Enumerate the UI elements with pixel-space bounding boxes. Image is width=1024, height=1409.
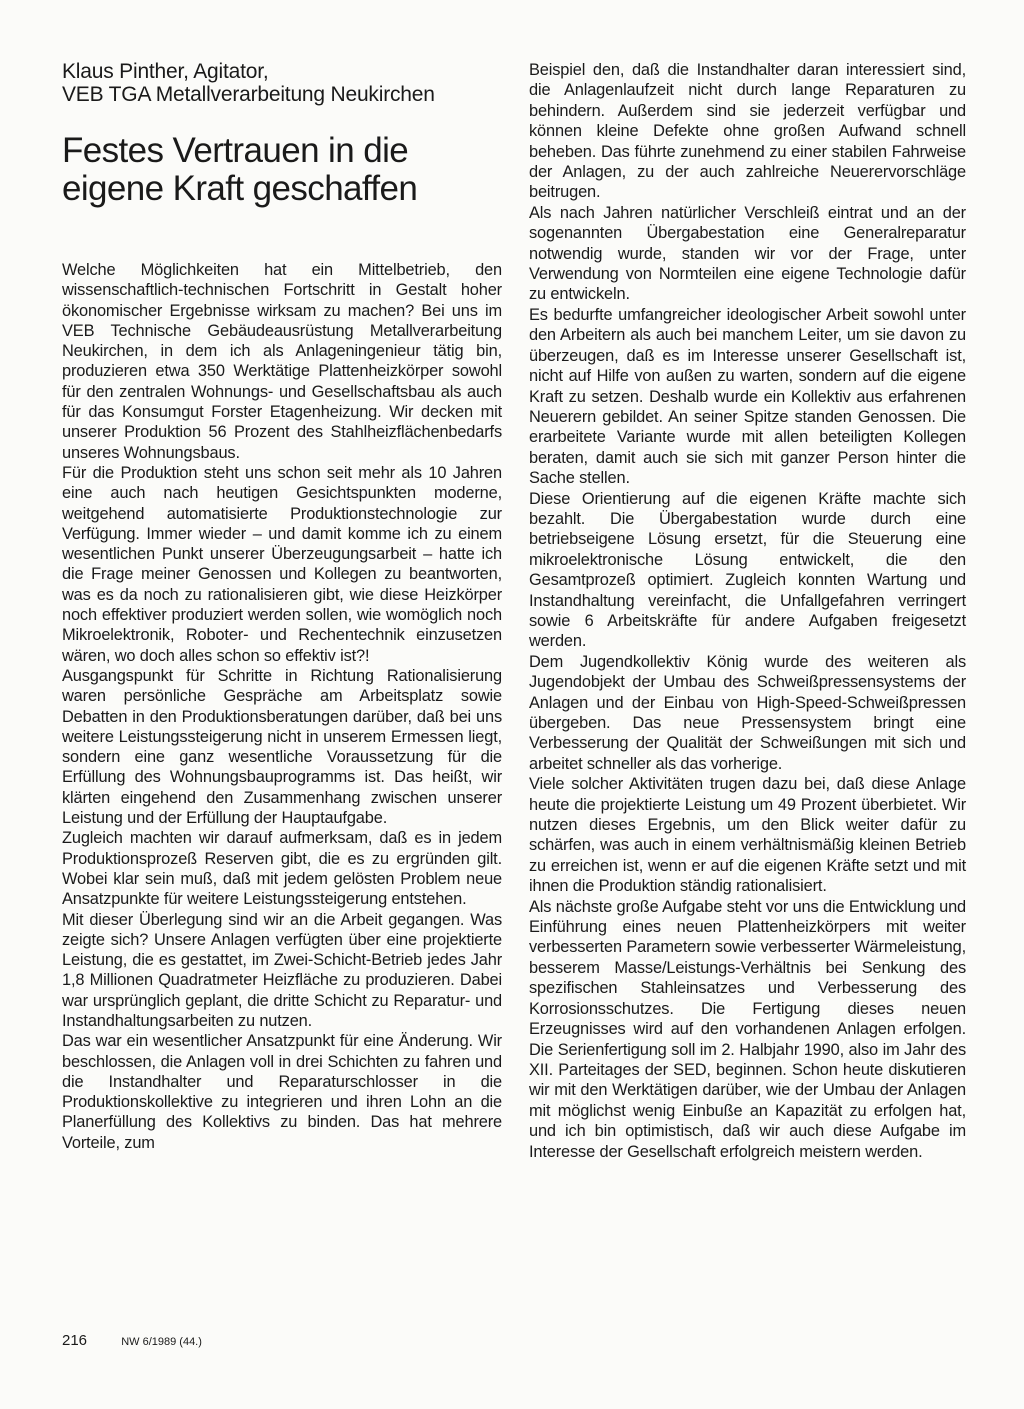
- title-line-2: eigene Kraft geschaffen: [62, 169, 418, 208]
- paragraph: Zugleich machten wir darauf aufmerksam, daß es in jedem Produktionsprozeß Reserven gibt, die es zu ergründen gilt. Wobei klar sein muß, daß mit jedem gelösten Problem neue Ansatzpunkte für weitere Leistungssteigerung entstehen.: [62, 829, 502, 909]
- paragraph: Ausgangspunkt für Schritte in Richtung Rationalisierung waren persönliche Gespräche am Arbeitsplatz sowie Debatten in den Produktionsberatungen darüber, daß bei uns weitere Leistungssteigerung nicht in unserem Ermessen liegt, sondern eine ganz wesentliche Voraussetzung für die Erfüllung des Wohnungsbauprogramms ist. Das heißt, wir klärten eingehend den Zusammenhang zwischen unserer Leistung und der Erfüllung der Hauptaufgabe.: [62, 666, 502, 828]
- author-line-2: VEB TGA Metallverarbeitung Neukirchen: [62, 83, 435, 106]
- left-body-text: [62, 260, 502, 1153]
- paragraph: Welche Möglichkeiten hat ein Mittelbetrieb, den wissenschaftlich-technischen Fortschritt in Gestalt hoher ökonomischer Ergebnisse wirksam zu machen? Bei uns im VEB Technische Gebäudeausrüstung Metallverarbeitung Neukirchen, in dem ich als Anlageningenieur tätig bin, produzieren etwa 350 Werktätige Plattenheizkörper sowohl für den zentralen Wohnungs- und Gesellschaftsbau als auch für das Konsumgut Forster Etagenheizung. Wir decken mit unserer Produktion 56 Prozent des Stahlheizflächenbedarfs unseres Wohnungsbaus.: [62, 261, 502, 462]
- paragraph: Als nächste große Aufgabe steht vor uns die Entwicklung und Einführung eines neuen Plattenheizkörpers mit weiter verbesserten Parametern sowie verbesserter Wärmeleistung, besserem Masse/Leistungs-Verhältnis bei Senkung des spezifischen Stahleinsatzes und Verbesserung des Korrosionsschutzes. Die Fertigung dieses neuen Erzeugnisses wird auf den vorhandenen Anlagen erfolgen. Die Serienfertigung soll im 2. Halbjahr 1990, also im Jahr des XII. Parteitages der SED, beginnen. Schon heute diskutieren wir mit den Werktätigen darüber, wie der Umbau der Anlagen mit möglichst wenig Einbuße an Kapazität zu erfolgen hat, und ich bin optimistisch, daß wir auch diese Aufgabe im Interesse der Gesellschaft erfolgreich meistern werden.: [529, 897, 966, 1161]
- author-line-1: Klaus Pinther, Agitator,: [62, 60, 269, 83]
- page-footer: [62, 1332, 202, 1349]
- issue-label: NW 6/1989 (44.): [121, 1336, 202, 1348]
- paragraph: Diese Orientierung auf die eigenen Kräfte machte sich bezahlt. Die Übergabestation wurde durch eine betriebseigene Lösung ersetzt, für die Steuerung eine mikroelektronische Lösung entwickelt, die den Gesamtprozeß optimiert. Zugleich konnten Wartung und Instandhaltung vereinfacht, die Unfallgefahren verringert sowie 6 Arbeitskräfte für andere Aufgaben freigesetzt werden.: [529, 489, 966, 651]
- paragraph: Als nach Jahren natürlicher Verschleiß eintrat und an der sogenannten Übergabestation eine Generalreparatur notwendig wurde, standen wir vor der Frage, unter Verwendung von Normteilen eine eigene Technologie dafür zu entwickeln.: [529, 203, 966, 304]
- right-column: [529, 60, 966, 1162]
- title-line-1: Festes Vertrauen in die: [62, 131, 409, 170]
- paragraph: Dem Jugendkollektiv König wurde des weiteren als Jugendobjekt der Umbau des Schweißpressensystems der Anlagen und der Einbau von High-Speed-Schweißpressen übergeben. Das neue Pressensystem bringt eine Verbesserung der Qualität der Schweißungen mit sich und arbeitet schneller als das vorherige.: [529, 652, 966, 773]
- paragraph: Mit dieser Überlegung sind wir an die Arbeit gegangen. Was zeigte sich? Unsere Anlagen verfügten über eine projektierte Leistung, die es gestattet, im Zwei-Schicht-Betrieb jedes Jahr 1,8 Millionen Quadratmeter Heizfläche zu produzieren. Dabei war ursprünglich geplant, die dritte Schicht zu Reparatur- und Instandhaltungsarbeiten zu nutzen.: [62, 910, 502, 1030]
- paragraph: Für die Produktion steht uns schon seit mehr als 10 Jahren eine auch nach heutigen Gesichtspunkten moderne, weitgehend automatisierte Produktionstechnologie zur Verfügung. Immer wieder – und damit komme ich zu einem wesentlichen Punkt unserer Überzeugungsarbeit – hatte ich die Frage meiner Genossen und Kollegen zu beantworten, was es da noch zu rationalisieren gibt, wie diese Heizkörper noch effektiver produziert werden sollen, wie womöglich noch Mikroelektronik, Roboter- und Rechentechnik einzusetzen wären, wo doch alles schon so effektiv ist?!: [62, 463, 502, 665]
- paragraph: Es bedurfte umfangreicher ideologischer Arbeit sowohl unter den Arbeitern als auch bei manchem Leiter, um sie davon zu überzeugen, daß es im Interesse unserer Gesellschaft ist, nicht auf Hilfe von außen zu warten, sondern auf die eigene Kraft zu setzen. Deshalb wurde ein Kollektiv aus erfahrenen Neuerern gebildet. An seiner Spitze standen Genossen. Die erarbeitete Variante wurde mit allen beteiligten Kollegen beraten, damit auch sie sich mit ganzer Person hinter die Sache stellen.: [529, 305, 966, 488]
- paragraph: Viele solcher Aktivitäten trugen dazu bei, daß diese Anlage heute die projektierte Leistung um 49 Prozent überbietet. Wir nutzen dieses Ergebnis, um den Blick weiter dafür zu schärfen, was auch in einem verhältnismäßig kleinen Betrieb zu erreichen ist, wenn er auf die eigenen Kräfte setzt und mit ihnen die Produktion ständig rationalisiert.: [529, 775, 966, 896]
- paragraph: Das war ein wesentlicher Ansatzpunkt für eine Änderung. Wir beschlossen, die Anlagen voll in drei Schichten zu fahren und die Instandhalter und Reparaturschlosser in die Produktionskollektive zu integrieren und ihren Lohn an die Planerfüllung des Kollektivs zu binden. Das hat mehrere Vorteile, zum: [62, 1032, 502, 1152]
- page-number: 216: [62, 1332, 88, 1349]
- left-column: [62, 60, 502, 1153]
- article-title: [62, 132, 502, 208]
- paragraph: Beispiel den, daß die Instandhalter daran interessiert sind, die Anlagenlaufzeit nicht durch lange Reparaturen zu behindern. Außerdem sind sie jederzeit verfügbar und können kleine Defekte ohne großen Aufwand schnell beheben. Das führte zunehmend zu einer stabilen Fahrweise der Anlagen, zu der auch zahlreiche Neuerervorschläge beitrugen.: [529, 61, 966, 202]
